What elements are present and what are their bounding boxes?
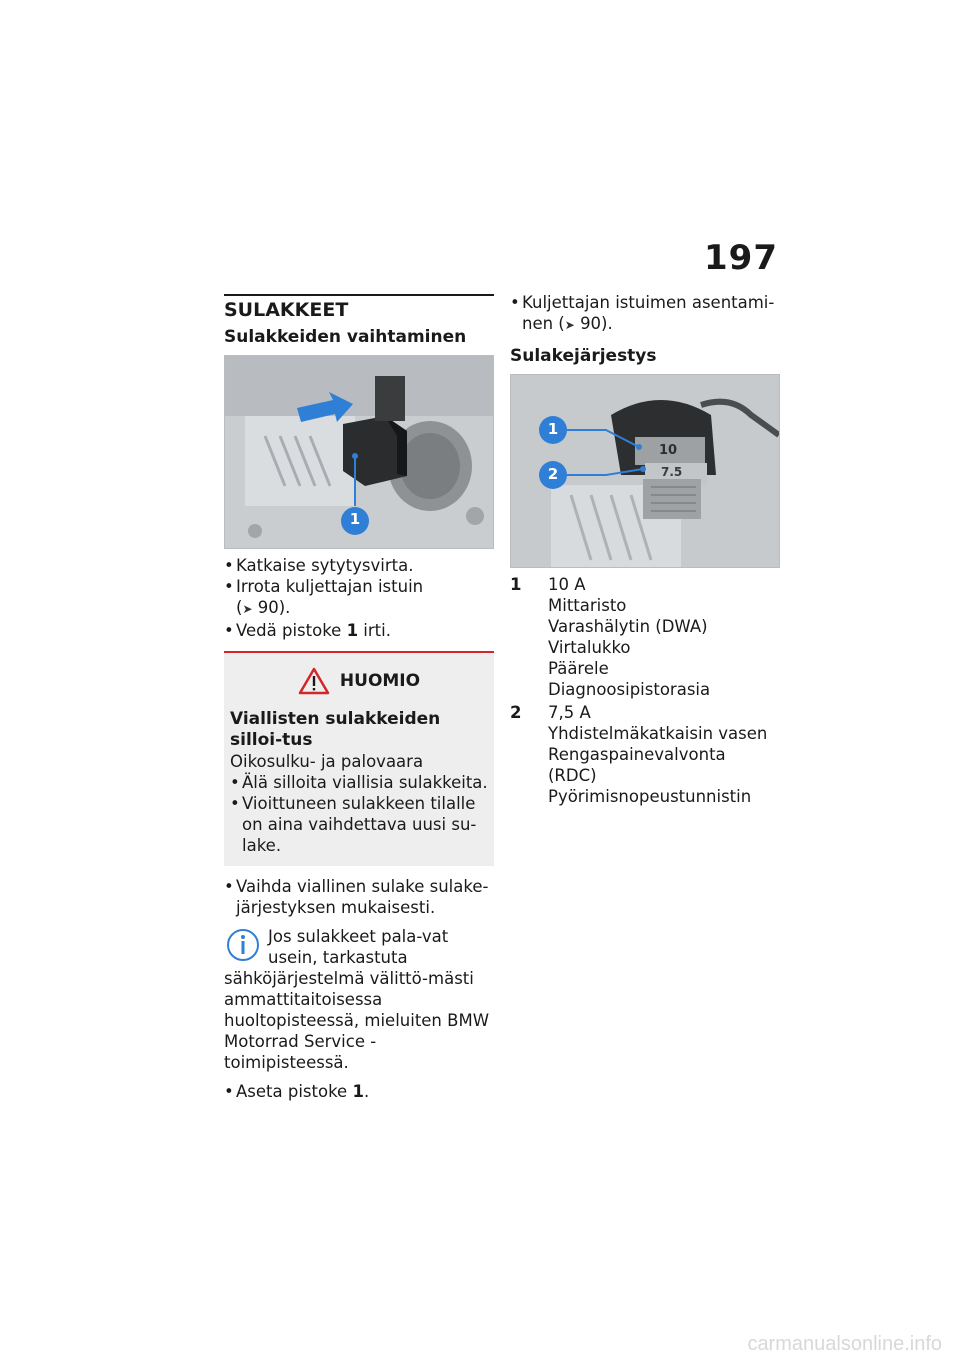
step-install-seat: • Kuljettajan istuimen asentami-nen (➤ 90). <box>510 292 782 336</box>
section-rule <box>224 294 494 321</box>
notice-header <box>230 667 488 695</box>
notice-items <box>230 772 488 856</box>
left-column <box>224 294 494 1102</box>
legend-line: Pyörimisnopeustunnistin <box>548 787 752 806</box>
right-column <box>510 292 782 807</box>
page-reference-arrow-icon: ➤ <box>242 602 253 616</box>
figure-callout-2: 2 <box>547 465 559 483</box>
steps-list <box>224 555 494 641</box>
legend-line: 7,5 A <box>548 703 591 722</box>
notice-item: • Älä silloita viallisia sulakkeita. <box>230 772 488 793</box>
step-pull-plug: • Vedä pistoke 1 irti. <box>224 620 494 641</box>
step-remove-seat: • Irrota kuljettajan istuin (➤ 90). <box>224 576 494 620</box>
subsection-title-fuse-layout: Sulakejärjestys <box>510 346 657 366</box>
legend-line: Yhdistelmäkatkaisin vasen <box>548 724 768 743</box>
fuse-label-7-5: 7.5 <box>661 465 683 479</box>
notice-title: Viallisten sulakkeiden silloi-tus <box>230 709 441 750</box>
legend-number: 2 <box>510 703 522 722</box>
figure-callout-1: 1 <box>547 420 559 438</box>
legend-lines <box>548 702 767 807</box>
notice-label: HUOMIO <box>339 670 421 691</box>
info-icon <box>226 928 260 962</box>
info-text: Jos sulakkeet pala-vat usein, tarkastuta sähköjärjestelmä välittö-mästi ammattitaitoisessa huoltopisteessä, mieluiten BMW Motorrad Service -toimipisteessä. <box>224 927 490 1072</box>
legend-line: Virtalukko <box>548 638 631 657</box>
page-reference-arrow-icon: ➤ <box>564 318 575 332</box>
legend-item-2 <box>510 702 782 807</box>
steps-list-right <box>510 292 782 336</box>
step-ignition-off: • Katkaise sytytysvirta. <box>224 555 494 576</box>
legend-item-1 <box>510 574 782 700</box>
notice-box <box>224 651 494 866</box>
section-title: SULAKKEET <box>224 299 349 321</box>
info-block <box>224 926 494 1073</box>
notice-item: • Vioittuneen sulakkeen tilalle on aina vaihdettava uusi su-lake. <box>230 793 488 856</box>
fuse-plug-figure <box>224 355 494 549</box>
legend-line: Rengaspainevalvonta <box>548 745 726 764</box>
steps-list-2 <box>224 876 494 918</box>
figure-callout-1: 1 <box>349 510 361 528</box>
legend-line: Mittaristo <box>548 596 627 615</box>
page-number: 197 <box>704 238 778 278</box>
legend-number: 1 <box>510 575 522 594</box>
watermark: carmanualsonline.info <box>747 1333 942 1355</box>
fuse-layout-figure <box>510 374 780 568</box>
steps-list-3 <box>224 1081 494 1102</box>
warning-triangle-icon <box>298 667 330 695</box>
legend-line: Varashälytin (DWA) <box>548 617 708 636</box>
step-replace-fuse: • Vaihda viallinen sulake sulake-järjestyksen mukaisesti. <box>224 876 494 918</box>
legend-line: (RDC) <box>548 766 597 785</box>
fuse-label-10: 10 <box>659 443 678 458</box>
legend-line: Päärele <box>548 659 609 678</box>
subsection-title-fuse-replacement: Sulakkeiden vaihtaminen <box>224 327 467 347</box>
step-insert-plug: • Aseta pistoke 1. <box>224 1081 494 1102</box>
legend-lines <box>548 574 710 700</box>
legend-line: 10 A <box>548 575 586 594</box>
fuse-legend <box>510 574 782 807</box>
legend-line: Diagnoosipistorasia <box>548 680 711 699</box>
notice-subtitle: Oikosulku- ja palovaara <box>230 752 424 771</box>
